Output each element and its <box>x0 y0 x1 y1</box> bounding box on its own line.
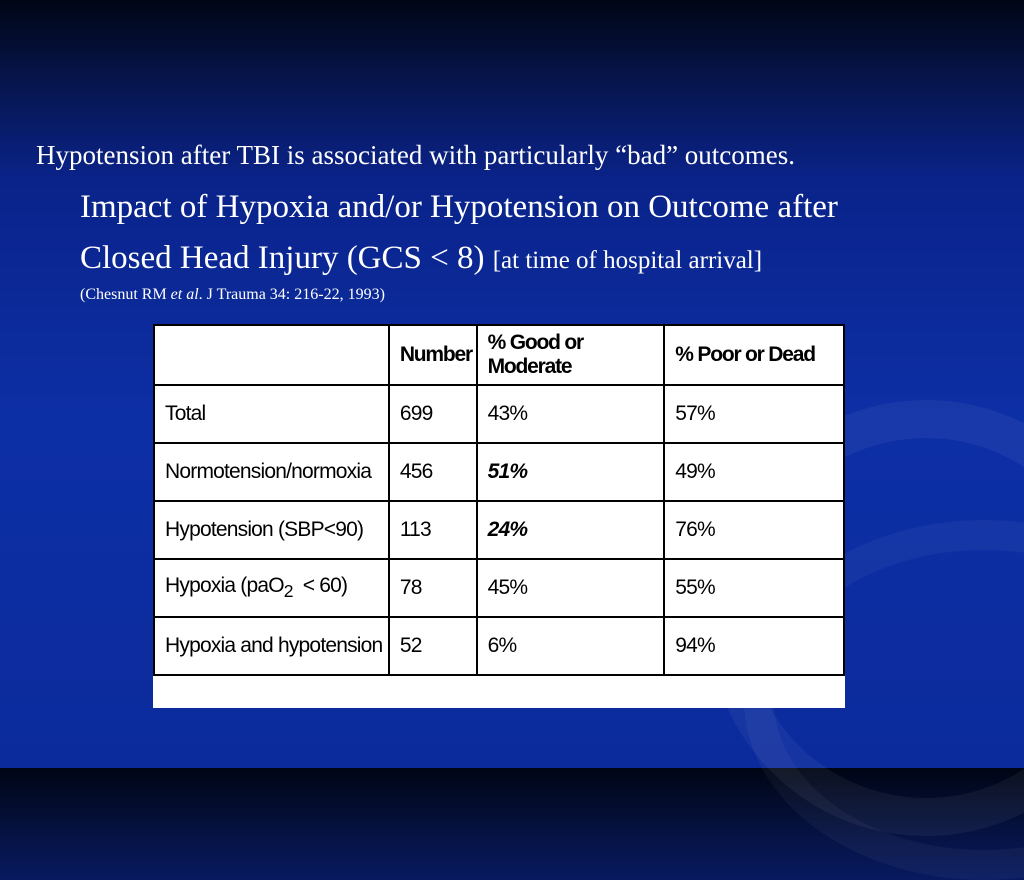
subtitle-line-2-bracket: [at time of hospital arrival] <box>492 247 763 274</box>
outcome-table <box>153 324 845 676</box>
row-label-subscript: 2 <box>283 581 293 602</box>
table-header-row <box>154 325 844 385</box>
row-good: 6% <box>477 617 665 675</box>
slide-subtitle <box>80 182 1010 286</box>
citation-suffix: . J Trauma 34: 216-22, 1993) <box>198 286 385 303</box>
table-row <box>154 385 844 443</box>
table-row <box>154 559 844 617</box>
row-number: 52 <box>389 617 477 675</box>
row-label: Normotension/normoxia <box>154 443 389 501</box>
row-label: Total <box>154 385 389 443</box>
subtitle-line-1: Impact of Hypoxia and/or Hypotension on Outcome after <box>80 189 838 225</box>
row-poor: 55% <box>664 559 844 617</box>
header-poor-dead: % Poor or Dead <box>664 325 844 385</box>
header-empty <box>154 325 389 385</box>
row-label <box>154 559 389 617</box>
header-good-moderate: % Good or Moderate <box>477 325 665 385</box>
row-poor: 57% <box>664 385 844 443</box>
citation-prefix: (Chesnut RM <box>80 286 171 303</box>
header-number: Number <box>389 325 477 385</box>
subtitle-line-2-main: Closed Head Injury (GCS < 8) <box>80 240 485 276</box>
row-poor: 94% <box>664 617 844 675</box>
row-number: 699 <box>389 385 477 443</box>
row-label-end: < 60) <box>292 573 348 597</box>
row-poor: 76% <box>664 501 844 559</box>
row-good: 24% <box>477 501 665 559</box>
table-row <box>154 617 844 675</box>
row-good: 45% <box>477 559 665 617</box>
row-good: 51% <box>477 443 665 501</box>
row-label: Hypoxia and hypotension <box>154 617 389 675</box>
table-row <box>154 443 844 501</box>
row-poor: 49% <box>664 443 844 501</box>
table-row <box>154 501 844 559</box>
citation <box>80 286 385 304</box>
row-label: Hypotension (SBP<90) <box>154 501 389 559</box>
row-number: 113 <box>389 501 477 559</box>
row-good: 43% <box>477 385 665 443</box>
slide-headline: Hypotension after TBI is associated with particularly “bad” outcomes. <box>36 140 796 170</box>
subtitle-line-2 <box>80 233 1010 286</box>
outcome-table-container <box>153 324 845 708</box>
row-label-main: Hypoxia (paO <box>165 573 284 597</box>
row-number: 456 <box>389 443 477 501</box>
citation-italic: et al <box>170 286 199 303</box>
row-number: 78 <box>389 559 477 617</box>
